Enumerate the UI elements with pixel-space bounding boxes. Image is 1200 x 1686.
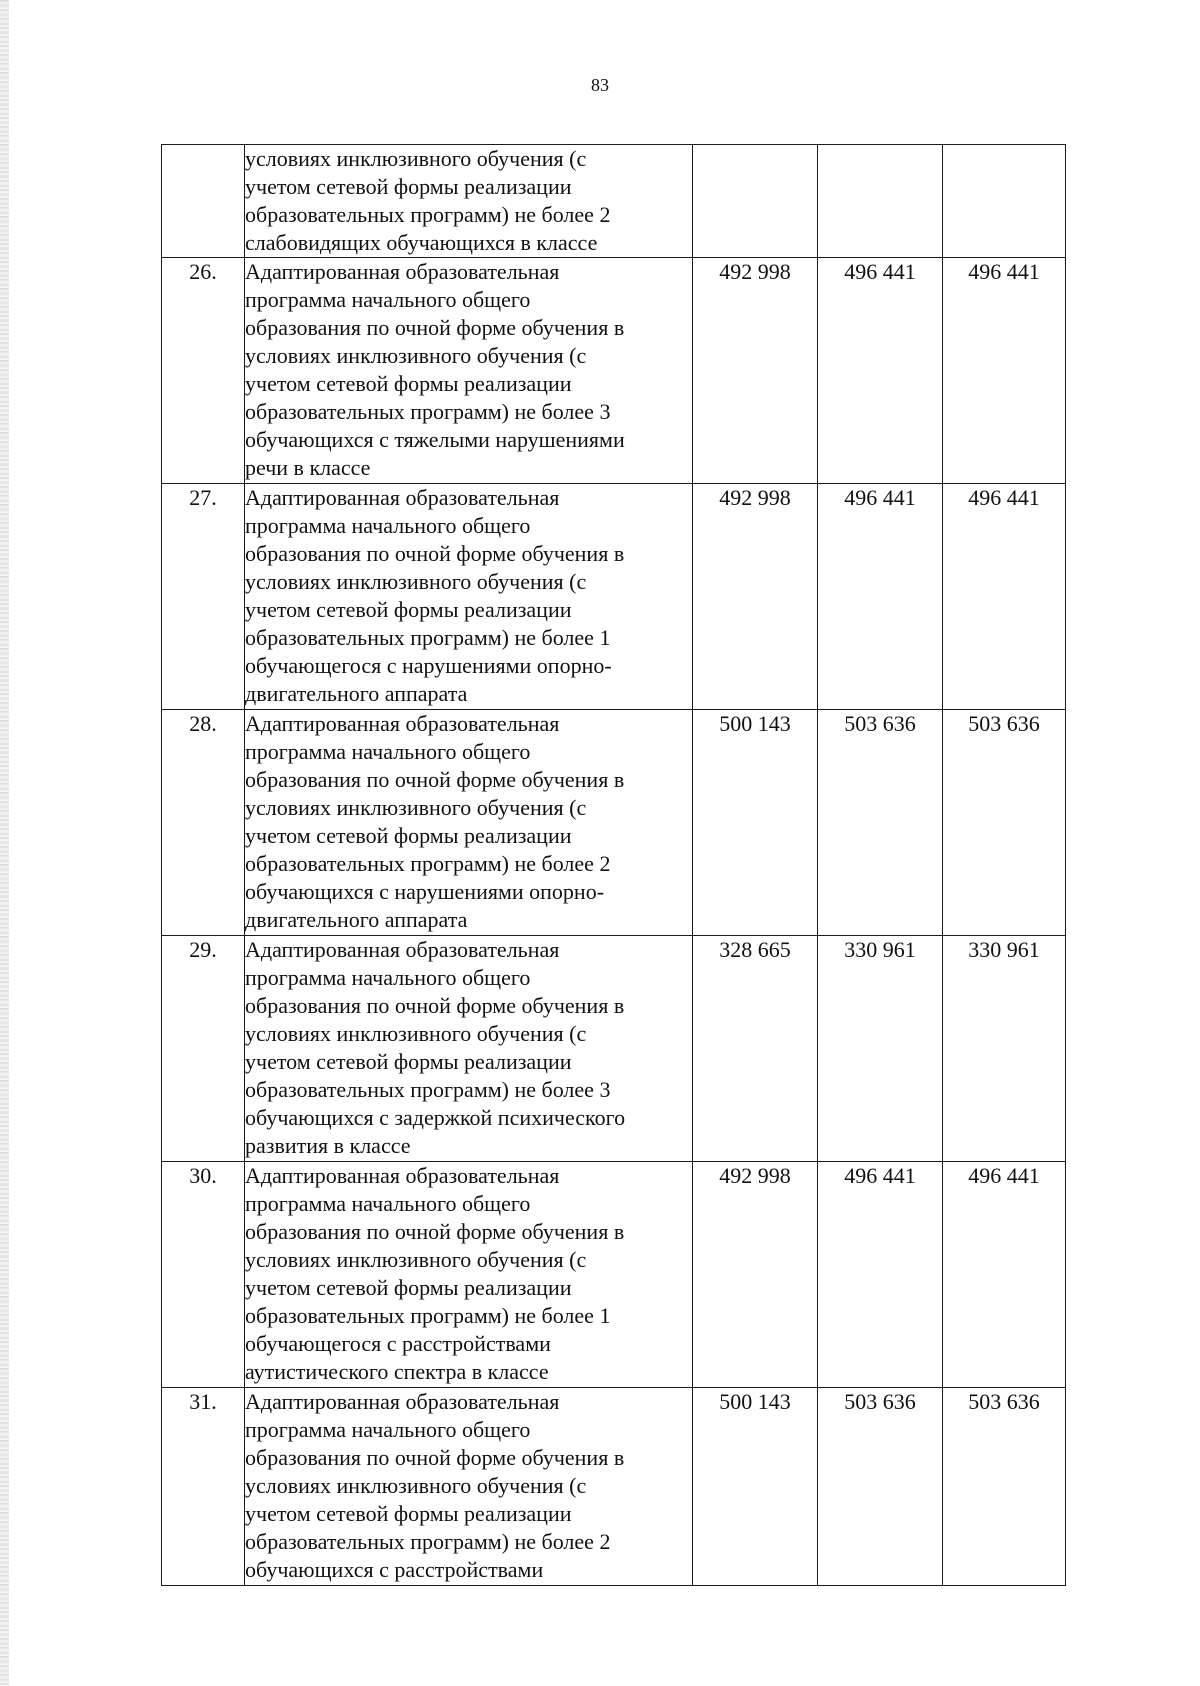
description-line: аутистического спектра в классе (245, 1359, 549, 1384)
row-number: 29. (162, 936, 245, 1162)
description-line: условиях инклюзивного обучения (с (245, 569, 587, 594)
description-line: Адаптированная образовательная (245, 259, 560, 284)
description-line: условиях инклюзивного обучения (с (245, 1473, 587, 1498)
description-line: обучающихся с расстройствами (245, 1557, 544, 1582)
description-line: программа начального общего (245, 513, 531, 538)
description-line: обучающихся с нарушениями опорно- (245, 879, 605, 904)
program-description (245, 145, 693, 258)
description-line: образовательных программ) не более 3 (245, 1077, 611, 1102)
description-line: образовательных программ) не более 2 (245, 1529, 611, 1554)
program-description (245, 936, 693, 1162)
description-line: учетом сетевой формы реализации (245, 371, 572, 396)
description-line: образования по очной форме обучения в (245, 541, 625, 566)
value-cell: 328 665 (693, 936, 818, 1162)
description-line: условиях инклюзивного обучения (с (245, 343, 587, 368)
description-line: слабовидящих обучающихся в классе (245, 230, 598, 255)
value-cell (693, 145, 818, 258)
value-cell: 496 441 (818, 1162, 943, 1388)
scan-edge (0, 0, 9, 1686)
value-cell: 492 998 (693, 258, 818, 484)
description-line: Адаптированная образовательная (245, 937, 560, 962)
description-line: учетом сетевой формы реализации (245, 823, 572, 848)
program-description (245, 258, 693, 484)
value-cell: 492 998 (693, 1162, 818, 1388)
description-line: обучающегося с расстройствами (245, 1331, 551, 1356)
value-cell: 496 441 (818, 258, 943, 484)
description-line: учетом сетевой формы реализации (245, 1049, 572, 1074)
program-description (245, 484, 693, 710)
value-cell: 503 636 (943, 710, 1066, 936)
table-row (162, 258, 1066, 484)
description-line: программа начального общего (245, 965, 531, 990)
value-cell: 330 961 (818, 936, 943, 1162)
description-line: образования по очной форме обучения в (245, 1219, 625, 1244)
value-cell: 503 636 (818, 1388, 943, 1586)
description-line: Адаптированная образовательная (245, 485, 560, 510)
table-row (162, 145, 1066, 258)
description-line: речи в классе (245, 455, 371, 480)
description-line: условиях инклюзивного обучения (с (245, 1021, 587, 1046)
description-line: образования по очной форме обучения в (245, 1445, 625, 1470)
value-cell: 496 441 (818, 484, 943, 710)
description-line: обучающихся с задержкой психического (245, 1105, 626, 1130)
table-row (162, 710, 1066, 936)
description-line: программа начального общего (245, 1417, 531, 1442)
description-line: программа начального общего (245, 739, 531, 764)
description-line: условиях инклюзивного обучения (с (245, 146, 587, 171)
description-line: двигательного аппарата (245, 681, 468, 706)
description-line: Адаптированная образовательная (245, 1163, 560, 1188)
description-line: двигательного аппарата (245, 907, 468, 932)
description-line: образовательных программ) не более 1 (245, 1303, 611, 1328)
description-line: программа начального общего (245, 287, 531, 312)
value-cell: 496 441 (943, 258, 1066, 484)
value-cell (943, 145, 1066, 258)
page-number: 83 (591, 75, 609, 95)
table-row (162, 484, 1066, 710)
description-line: условиях инклюзивного обучения (с (245, 795, 587, 820)
row-number (162, 145, 245, 258)
value-cell: 496 441 (943, 484, 1066, 710)
description-line: обучающегося с нарушениями опорно- (245, 653, 612, 678)
description-line: образования по очной форме обучения в (245, 315, 625, 340)
row-number: 27. (162, 484, 245, 710)
value-cell: 492 998 (693, 484, 818, 710)
value-cell: 500 143 (693, 710, 818, 936)
description-line: учетом сетевой формы реализации (245, 174, 572, 199)
row-number: 26. (162, 258, 245, 484)
row-number: 30. (162, 1162, 245, 1388)
description-line: образования по очной форме обучения в (245, 993, 625, 1018)
description-line: программа начального общего (245, 1191, 531, 1216)
description-line: учетом сетевой формы реализации (245, 1275, 572, 1300)
row-number: 31. (162, 1388, 245, 1586)
description-line: обучающихся с тяжелыми нарушениями (245, 427, 625, 452)
value-cell: 330 961 (943, 936, 1066, 1162)
value-cell: 496 441 (943, 1162, 1066, 1388)
description-line: образовательных программ) не более 2 (245, 851, 611, 876)
description-line: образования по очной форме обучения в (245, 767, 625, 792)
description-line: Адаптированная образовательная (245, 711, 560, 736)
value-cell: 500 143 (693, 1388, 818, 1586)
description-line: условиях инклюзивного обучения (с (245, 1247, 587, 1272)
description-line: учетом сетевой формы реализации (245, 1501, 572, 1526)
description-line: образовательных программ) не более 1 (245, 625, 611, 650)
description-line: образовательных программ) не более 2 (245, 202, 611, 227)
program-description (245, 710, 693, 936)
table-row (162, 936, 1066, 1162)
description-line: Адаптированная образовательная (245, 1389, 560, 1414)
description-line: учетом сетевой формы реализации (245, 597, 572, 622)
row-number: 28. (162, 710, 245, 936)
description-line: развития в классе (245, 1133, 411, 1158)
tariff-table (161, 144, 1066, 1586)
value-cell: 503 636 (943, 1388, 1066, 1586)
value-cell (818, 145, 943, 258)
description-line: образовательных программ) не более 3 (245, 399, 611, 424)
value-cell: 503 636 (818, 710, 943, 936)
table-row (162, 1162, 1066, 1388)
table-row (162, 1388, 1066, 1586)
program-description (245, 1388, 693, 1586)
program-description (245, 1162, 693, 1388)
